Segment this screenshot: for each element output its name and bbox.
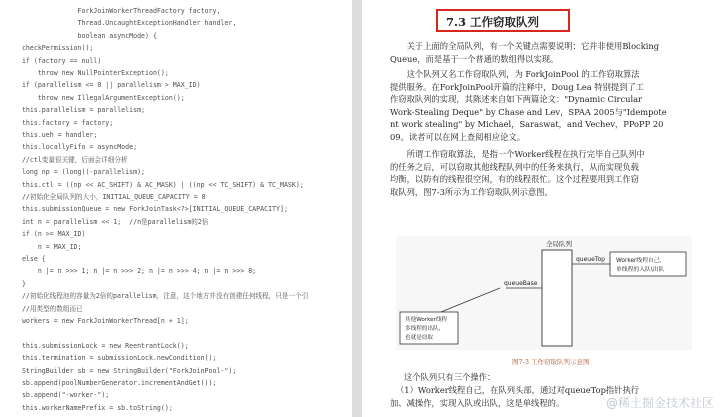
- code-line: this.ueh = handler;: [14, 131, 98, 139]
- text-line: 关于上面的全局队列，有一个关键点需要说明：它并非使用Blocking: [390, 41, 660, 51]
- code-line: this.submissionLock = new ReentrantLock();: [14, 341, 189, 350]
- text-line: （1）Worker线程自己，在队列头部，通过对queueTop指针执行: [396, 385, 640, 395]
- text-line: 09。读者可以在网上查阅相应论文。: [390, 131, 526, 142]
- callout-bottom-line-3: 也就是窃取: [405, 335, 433, 341]
- work-stealing-queue-diagram: [396, 236, 692, 350]
- callout-bottom-line-1: 其他Worker线程: [405, 317, 448, 323]
- text-line: 取队列，图7-3所示为工作窃取队列示意图。: [390, 186, 553, 197]
- queue-base-label: queueBase: [504, 280, 538, 287]
- code-line: else {: [14, 255, 46, 263]
- text-line: Work-Stealing Deque" by Chase and Lev，SPAA 2005与"Idempote: [390, 106, 667, 117]
- code-line: //初始化线程池的容量为2倍的parallelism，注意，这个地方并没有创建任何线程，只是一个引: [14, 292, 309, 301]
- paragraph-2: [390, 68, 712, 144]
- code-line: workers = new ForkJoinWorkerThread[n + 1];: [14, 317, 189, 325]
- code-line: ForkJoinWorkerThreadFactory factory,: [14, 7, 221, 15]
- text-line: 均衡，以防有的线程很空闲，有的线程很忙。这个过程要用到工作窃: [390, 174, 639, 185]
- text-line: 提供服务。在ForkJoinPool开篇的注释中，Doug Lea 特别提到了工: [390, 81, 645, 92]
- callout-top-line-1: Worker线程自己，: [616, 258, 666, 264]
- code-line: if (factory == null): [14, 56, 102, 65]
- code-line: throw new NullPointerException();: [14, 69, 169, 77]
- code-line: this.workerNamePrefix = sb.toString();: [14, 403, 173, 412]
- code-line: StringBuilder sb = new StringBuilder("ForkJoinPool-");: [14, 366, 237, 375]
- code-line: Thread.UncaughtExceptionHandler handler,: [14, 19, 237, 28]
- code-line: n = MAX_ID;: [14, 242, 82, 251]
- queue-label: 全局队列: [546, 240, 572, 248]
- text-line: 所谓工作窃取算法，是指一个Worker线程在执行完毕自己队列中: [390, 149, 645, 159]
- left-page: [0, 0, 352, 417]
- code-line: this.factory = factory;: [14, 118, 114, 127]
- page-gutter: [352, 0, 362, 417]
- watermark: @稀土掘金技术社区: [605, 396, 714, 410]
- code-line: long np = (long)(-parallelism);: [14, 168, 146, 177]
- callout-bottom-line-2: 多线程的出队，: [405, 326, 445, 332]
- callout-top-line-2: 单线程的入队\出队: [616, 267, 665, 273]
- code-line: //ctl变量很关键，后面会详细分析: [14, 155, 128, 164]
- text-line: 这个队列只有三个操作：: [404, 372, 496, 382]
- code-line: if (parallelism <= 0 || parallelism > MAX_ID): [14, 81, 201, 90]
- figure-caption: 图7-3 工作窃取队列示意图: [512, 358, 590, 366]
- code-line: sb.append("-worker-");: [14, 391, 110, 400]
- queue-top-label: queueTop: [576, 256, 605, 263]
- code-line: checkPermission();: [14, 44, 94, 53]
- code-line: //初始化全局队列的大小，INITIAL_QUEUE_CAPACITY = 8: [14, 193, 206, 201]
- code-line: this.submissionQueue = new ForkJoinTask<?>[INITIAL_QUEUE_CAPACITY];: [14, 205, 288, 214]
- code-line: int n = parallelism << 1; //n是parallelism的2倍: [14, 217, 209, 226]
- code-line: this.termination = submissionLock.newCondition();: [14, 354, 217, 363]
- code-line: n |= n >>> 1; n |= n >>> 2; n |= n >>> 4; n |= n >>> 8;: [14, 267, 257, 276]
- code-line: this.parallelism = parallelism;: [14, 106, 146, 115]
- code-line: throw new IllegalArgumentException();: [14, 93, 185, 102]
- section-title: 7.3 工作窃取队列: [446, 15, 540, 29]
- section-title-box: [436, 9, 570, 32]
- code-line: if (n >= MAX_ID): [14, 230, 86, 239]
- code-line: this.locallyFifo = asyncMode;: [14, 143, 138, 152]
- text-line: 的任务之后，可以窃取其他线程队列中的任务来执行，从而实现负载: [390, 161, 639, 172]
- text-line: 作窃取队列的实现，其陈述来自如下两篇论文："Dynamic Circular: [390, 94, 643, 105]
- code-line: }: [14, 279, 26, 288]
- text-line: 这个队列又名工作窃取队列，为 ForkJoinPool 的工作窃取算法: [390, 69, 640, 79]
- paragraph-1: [390, 40, 712, 65]
- code-line: boolean asyncMode) {: [14, 31, 157, 40]
- text-line: Queue，而是基于一个普通的数组得以实现。: [390, 53, 559, 64]
- closing-text: [390, 371, 640, 410]
- text-line: 加、减操作，实现入队或出队，这是单线程的。: [390, 398, 565, 408]
- right-page: [362, 0, 720, 417]
- queue-box: [542, 250, 572, 346]
- code-line: this.ctl = ((np << AC_SHIFT) & AC_MASK) | ((np << TC_SHIFT) & TC_MASK);: [14, 180, 304, 189]
- text-line: nt work stealing" by Michael，Saraswat，and Vechev，PPoPP 20: [390, 119, 664, 130]
- code-line: //用类型的数组而已: [14, 304, 83, 313]
- code-line: sb.append(poolNumberGenerator.incrementAndGet());: [14, 379, 217, 387]
- paragraph-3: [390, 148, 712, 198]
